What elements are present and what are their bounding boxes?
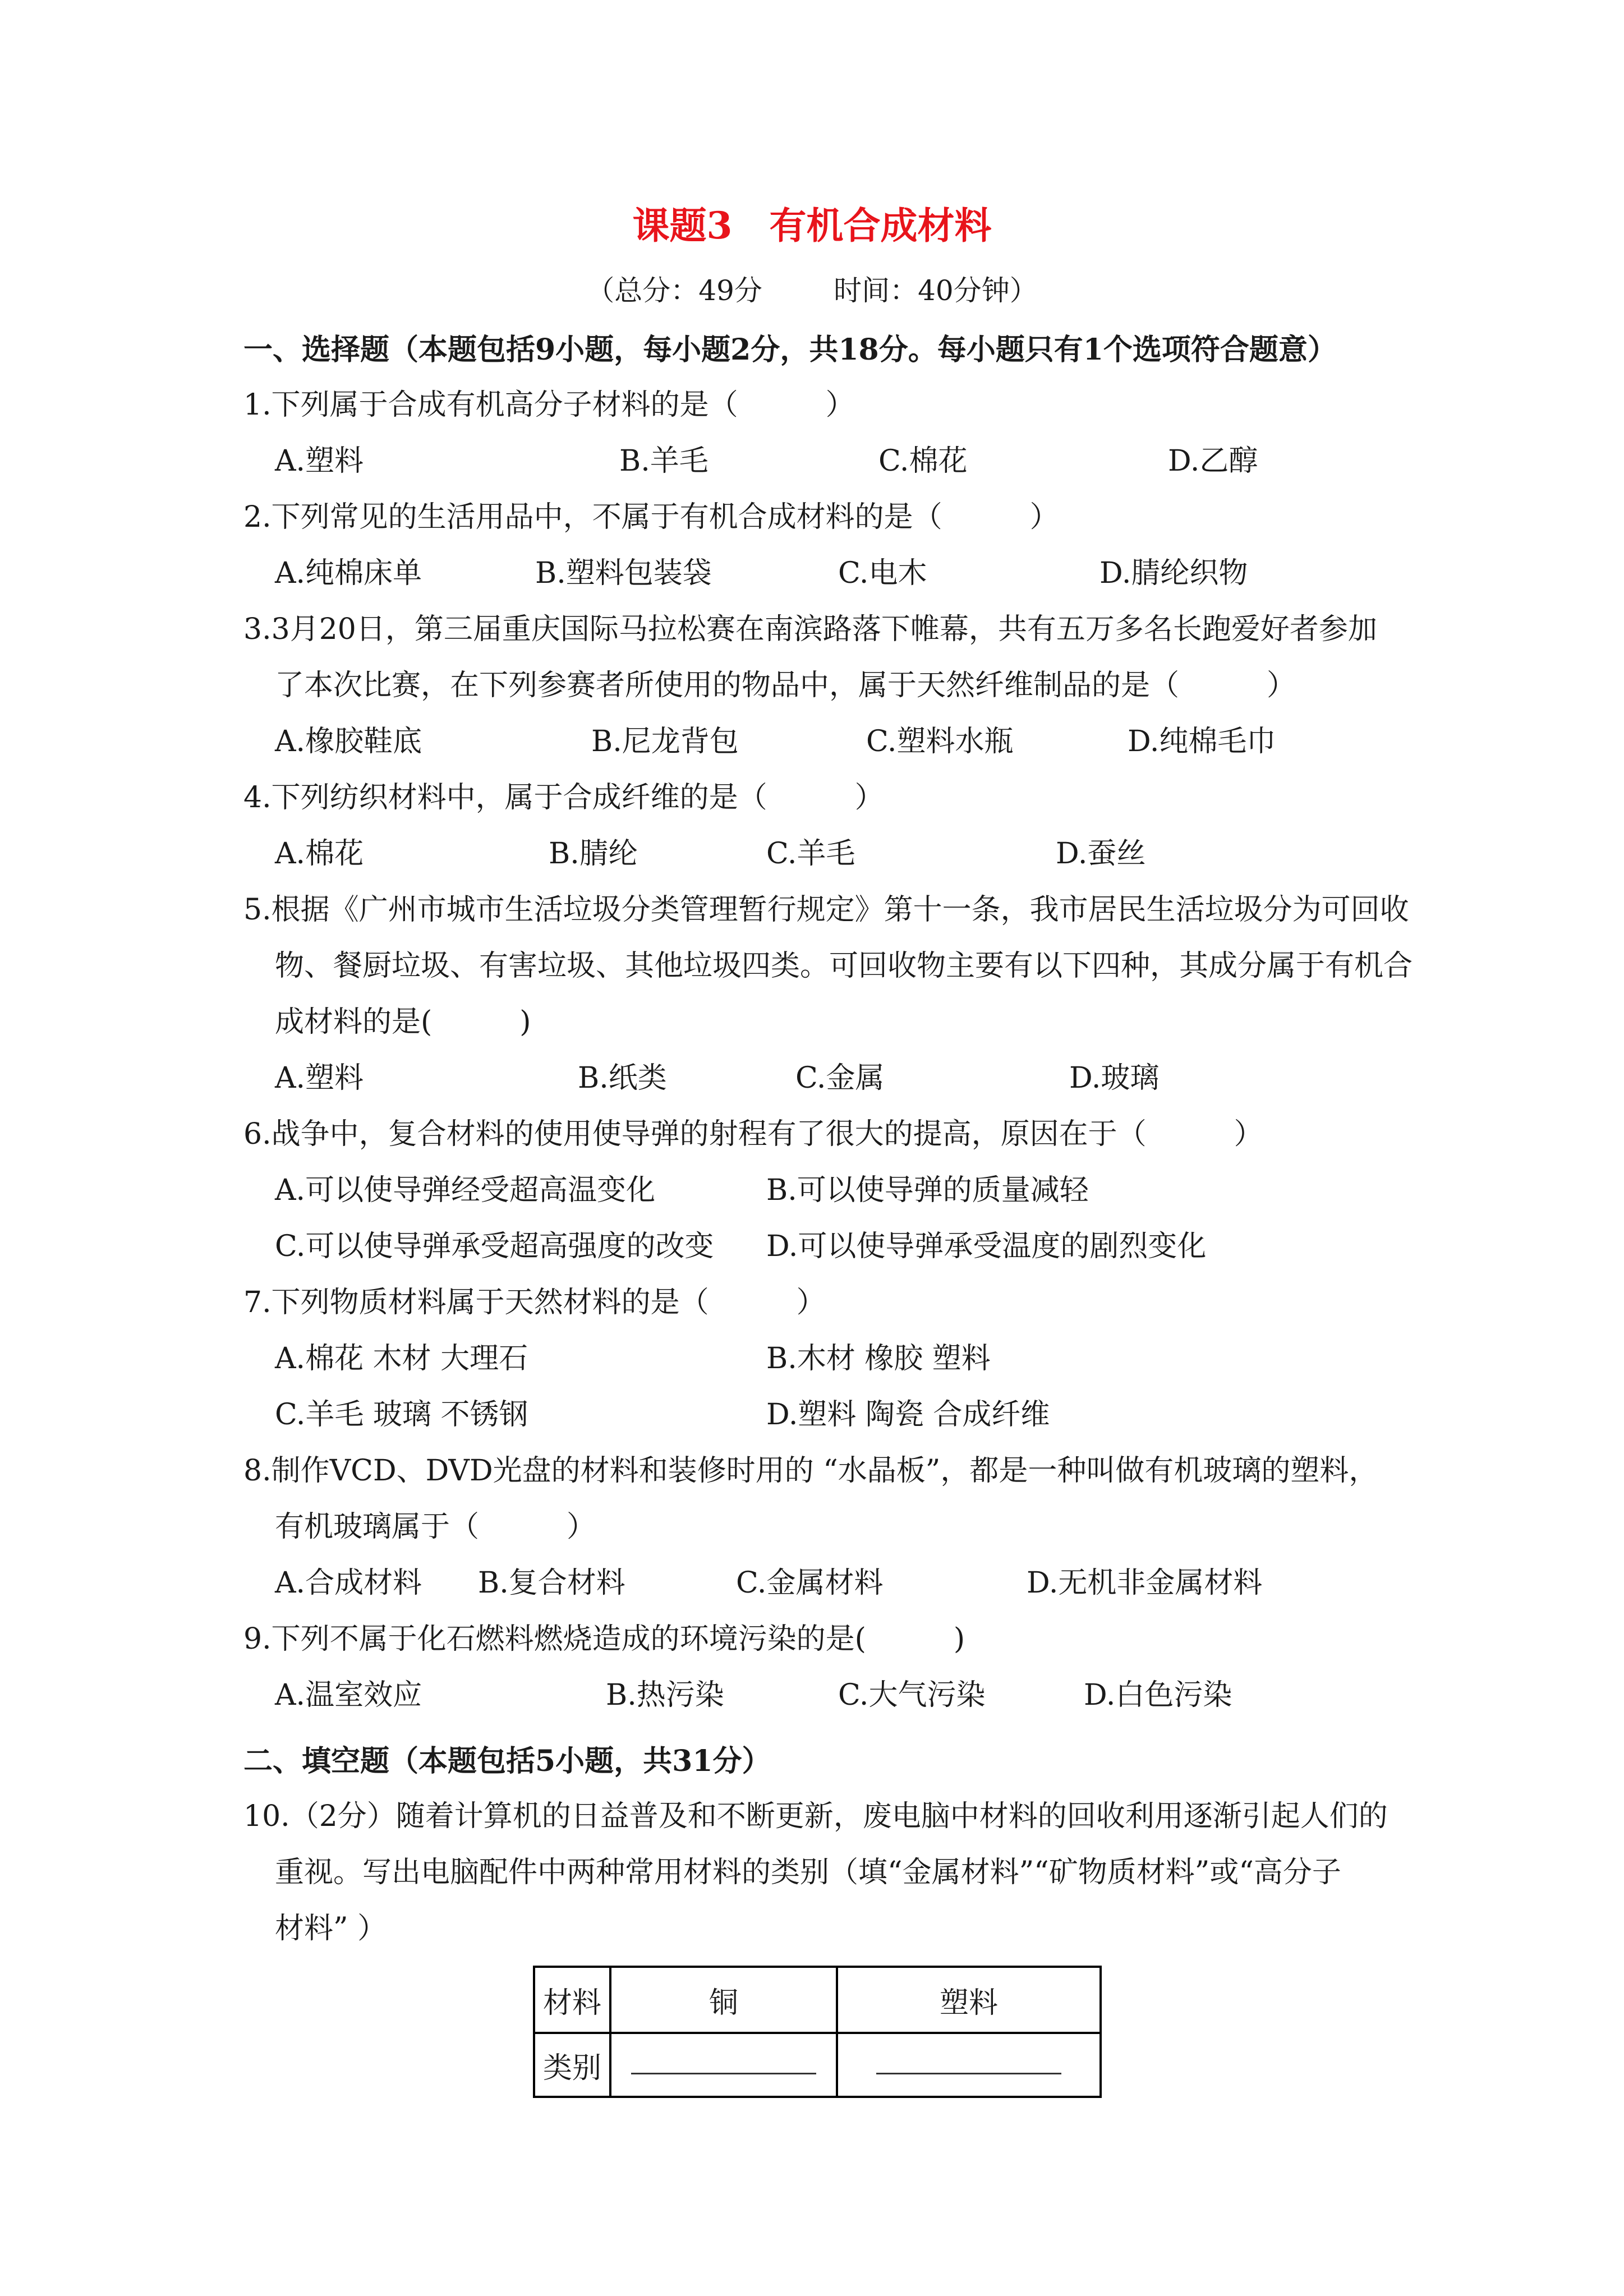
- question-8-line-2: 有机玻璃属于（ ）: [275, 1510, 596, 1544]
- q7-option-c: C.羊毛 玻璃 不锈钢: [275, 1398, 528, 1432]
- q3-option-b: B.尼龙背包: [591, 725, 739, 758]
- question-3-line-1: 3.3月20日，第三届重庆国际马拉松赛在南滨路落下帷幕，共有五万多名长跑爱好者参加: [243, 613, 1377, 646]
- q4-option-c: C.羊毛: [766, 837, 855, 871]
- question-4: 4.下列纺织材料中，属于合成纤维的是（ ）: [243, 781, 884, 815]
- table-header-cell: 铜: [610, 1967, 837, 2033]
- q9-option-d: D.白色污染: [1084, 1678, 1232, 1712]
- q5-option-a: A.塑料: [275, 1061, 364, 1095]
- question-5-line-3: 成材料的是( ): [275, 1005, 531, 1039]
- question-9: 9.下列不属于化石燃料燃烧造成的环境污染的是( ): [243, 1622, 965, 1656]
- table-header-cell: 材料: [534, 1967, 610, 2033]
- q6-option-c: C.可以使导弹承受超高强度的改变: [275, 1230, 714, 1263]
- table-row-label: 类别: [534, 2033, 610, 2097]
- question-10-line-2: 重视。写出电脑配件中两种常用材料的类别（填“金属材料”“矿物质材料”或“高分子: [275, 1856, 1341, 1889]
- question-8-line-1: 8.制作VCD、DVD光盘的材料和装修时用的 “水晶板”，都是一种叫做有机玻璃的塑料，: [243, 1454, 1378, 1488]
- q8-option-d: D.无机非金属材料: [1027, 1566, 1263, 1600]
- q2-option-b: B.塑料包装袋: [535, 556, 712, 590]
- exam-meta: [0, 273, 1624, 309]
- q6-option-d: D.可以使导弹承受温度的剧烈变化: [766, 1230, 1207, 1263]
- q1-option-b: B.羊毛: [619, 444, 709, 478]
- q2-option-d: D.腈纶织物: [1099, 556, 1248, 590]
- materials-table: [533, 1966, 1102, 2098]
- q7-option-d: D.塑料 陶瓷 合成纤维: [766, 1398, 1050, 1432]
- section-2-heading: 二、填空题（本题包括5小题，共31分）: [243, 1744, 771, 1778]
- section-1-heading: 一、选择题（本题包括9小题，每小题2分，共18分。每小题只有1个选项符合题意）: [243, 333, 1337, 367]
- q3-option-c: C.塑料水瓶: [866, 725, 1014, 758]
- q9-option-a: A.温室效应: [275, 1678, 422, 1712]
- page-title: 课题3 有机合成材料: [632, 204, 992, 247]
- q6-option-a: A.可以使导弹经受超高温变化: [275, 1174, 656, 1207]
- question-2: 2.下列常见的生活用品中，不属于有机合成材料的是（ ）: [243, 500, 1059, 534]
- question-5-line-1: 5.根据《广州市城市生活垃圾分类管理暂行规定》第十一条，我市居民生活垃圾分为可回收: [243, 893, 1409, 927]
- q4-option-d: D.蚕丝: [1056, 837, 1146, 871]
- q1-option-c: C.棉花: [878, 444, 968, 478]
- q2-option-c: C.电木: [838, 556, 927, 590]
- question-1: 1.下列属于合成有机高分子材料的是（ ）: [243, 388, 855, 422]
- question-3-line-2: 了本次比赛，在下列参赛者所使用的物品中，属于天然纤维制品的是（ ）: [275, 669, 1296, 702]
- q6-option-b: B.可以使导弹的质量减轻: [766, 1174, 1089, 1207]
- q8-option-c: C.金属材料: [736, 1566, 884, 1600]
- total-score: （总分：49分: [586, 274, 762, 307]
- answer-blank-copper[interactable]: [610, 2033, 837, 2097]
- q9-option-c: C.大气污染: [838, 1678, 986, 1712]
- q3-option-d: D.纯棉毛巾: [1128, 725, 1276, 758]
- answer-line: [876, 2048, 1061, 2074]
- q5-option-c: C.金属: [795, 1061, 885, 1095]
- q2-option-a: A.纯棉床单: [275, 556, 422, 590]
- q1-option-d: D.乙醇: [1168, 444, 1258, 478]
- answer-blank-plastic[interactable]: [837, 2033, 1101, 2097]
- q8-option-b: B.复合材料: [478, 1566, 625, 1600]
- q5-option-d: D.玻璃: [1069, 1061, 1160, 1095]
- q9-option-b: B.热污染: [606, 1678, 724, 1712]
- q3-option-a: A.橡胶鞋底: [275, 725, 422, 758]
- question-5-line-2: 物、餐厨垃圾、有害垃圾、其他垃圾四类。可回收物主要有以下四种，其成分属于有机合: [275, 949, 1413, 983]
- q4-option-b: B.腈纶: [549, 837, 638, 871]
- table-row: [534, 1967, 1101, 2033]
- q1-option-a: A.塑料: [275, 444, 364, 478]
- table-row: [534, 2033, 1101, 2097]
- time-limit: 时间：40分钟）: [834, 274, 1038, 307]
- q7-option-b: B.木材 橡胶 塑料: [766, 1342, 991, 1375]
- q8-option-a: A.合成材料: [275, 1566, 422, 1600]
- q7-option-a: A.棉花 木材 大理石: [275, 1342, 528, 1375]
- table-header-cell: 塑料: [837, 1967, 1101, 2033]
- q5-option-b: B.纸类: [578, 1061, 667, 1095]
- q4-option-a: A.棉花: [275, 837, 364, 871]
- question-10-line-1: 10.（2分）随着计算机的日益普及和不断更新，废电脑中材料的回收利用逐渐引起人们的: [243, 1800, 1388, 1833]
- question-10-line-3: 材料” ）: [275, 1912, 387, 1945]
- answer-line: [631, 2048, 816, 2074]
- question-6: 6.战争中，复合材料的使用使导弹的射程有了很大的提高，原因在于（ ）: [243, 1117, 1263, 1151]
- question-7: 7.下列物质材料属于天然材料的是（ ）: [243, 1286, 826, 1319]
